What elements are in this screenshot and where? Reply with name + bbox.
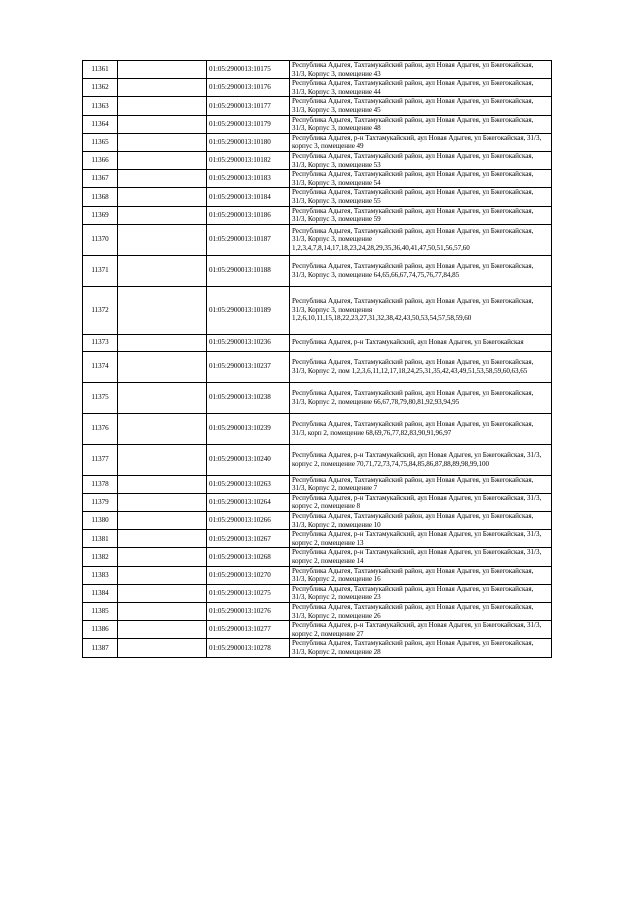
empty-cell xyxy=(118,475,207,493)
address-cell: Республика Адыгея, р-н Тахтамукайский, аул Новая Адыгея, ул Бжегокайская, 31/3, корпус 2, помещение 8 xyxy=(290,493,552,511)
address-cell: Республика Адыгея, Тахтамукайский район, аул Новая Адыгея, ул Бжегокайская, 31/3, Корпус 2, помещение 16 xyxy=(290,566,552,584)
cadastral-number-cell: 01:05:2900013:10267 xyxy=(207,530,290,548)
address-cell: Республика Адыгея, Тахтамукайский район, аул Новая Адыгея, ул Бжегокайская, 31/3, Корпус 3, помещение 45 xyxy=(290,97,552,115)
row-number-cell: 11382 xyxy=(83,548,118,566)
empty-cell xyxy=(118,639,207,657)
table-row xyxy=(83,351,552,382)
address-cell: Республика Адыгея, р-н Тахтамукайский, аул Новая Адыгея, ул Бжегокайская, 31/3, корпус 3, помещение 49 xyxy=(290,133,552,151)
empty-cell xyxy=(118,351,207,382)
row-number-cell: 11361 xyxy=(83,61,118,79)
row-number-cell: 11368 xyxy=(83,188,118,206)
address-cell: Республика Адыгея, Тахтамукайский район, аул Новая Адыгея, ул Бжегокайская, 31/3, Корпус 3, помещение 54 xyxy=(290,170,552,188)
address-cell: Республика Адыгея, Тахтамукайский район, аул Новая Адыгея, ул Бжегокайская, 31/3, Корпус 3, помещение 1,2,3,4,7,8,14,17,18,23,24,28,29,35,36,40,41,47,50,51,56,57,60 xyxy=(290,224,552,255)
empty-cell xyxy=(118,603,207,621)
cadastral-number-cell: 01:05:2900013:10270 xyxy=(207,566,290,584)
empty-cell xyxy=(118,170,207,188)
table-row xyxy=(83,584,552,602)
cadastral-number-cell: 01:05:2900013:10277 xyxy=(207,621,290,639)
empty-cell xyxy=(118,334,207,351)
row-number-cell: 11373 xyxy=(83,334,118,351)
row-number-cell: 11367 xyxy=(83,170,118,188)
row-number-cell: 11384 xyxy=(83,584,118,602)
cadastral-number-cell: 01:05:2900013:10239 xyxy=(207,413,290,444)
address-cell: Республика Адыгея, Тахтамукайский район, аул Новая Адыгея, ул Бжегокайская, 31/3, Корпус 3, помещение 43 xyxy=(290,61,552,79)
row-number-cell: 11362 xyxy=(83,79,118,97)
row-number-cell: 11364 xyxy=(83,115,118,133)
empty-cell xyxy=(118,255,207,286)
cadastral-number-cell: 01:05:2900013:10240 xyxy=(207,444,290,475)
row-number-cell: 11366 xyxy=(83,151,118,169)
empty-cell xyxy=(118,97,207,115)
registry-table-body xyxy=(83,61,552,658)
cadastral-number-cell: 01:05:2900013:10176 xyxy=(207,79,290,97)
cadastral-number-cell: 01:05:2900013:10266 xyxy=(207,512,290,530)
row-number-cell: 11387 xyxy=(83,639,118,657)
table-row xyxy=(83,475,552,493)
row-number-cell: 11375 xyxy=(83,382,118,413)
table-row xyxy=(83,188,552,206)
address-cell: Республика Адыгея, Тахтамукайский район, аул Новая Адыгея, ул Бжегокайская, 31/3, Корпус 2, помещение 10 xyxy=(290,512,552,530)
empty-cell xyxy=(118,493,207,511)
empty-cell xyxy=(118,621,207,639)
row-number-cell: 11381 xyxy=(83,530,118,548)
table-row xyxy=(83,548,552,566)
address-cell: Республика Адыгея, р-н Тахтамукайский, аул Новая Адыгея, ул Бжегокайская, 31/3, корпус 2, помещение 13 xyxy=(290,530,552,548)
empty-cell xyxy=(118,286,207,334)
cadastral-number-cell: 01:05:2900013:10184 xyxy=(207,188,290,206)
row-number-cell: 11369 xyxy=(83,206,118,224)
table-row xyxy=(83,255,552,286)
cadastral-number-cell: 01:05:2900013:10183 xyxy=(207,170,290,188)
cadastral-number-cell: 01:05:2900013:10182 xyxy=(207,151,290,169)
cadastral-number-cell: 01:05:2900013:10263 xyxy=(207,475,290,493)
cadastral-number-cell: 01:05:2900013:10177 xyxy=(207,97,290,115)
table-row xyxy=(83,413,552,444)
cadastral-number-cell: 01:05:2900013:10180 xyxy=(207,133,290,151)
table-row xyxy=(83,61,552,79)
address-cell: Республика Адыгея, Тахтамукайский район, аул Новая Адыгея, ул Бжегокайская, 31/3, Корпус 3, помещение 48 xyxy=(290,115,552,133)
row-number-cell: 11365 xyxy=(83,133,118,151)
table-row xyxy=(83,512,552,530)
row-number-cell: 11379 xyxy=(83,493,118,511)
address-cell: Республика Адыгея, Тахтамукайский район, аул Новая Адыгея, ул Бжегокайская, 31/3, Корпус 3, помещение 53 xyxy=(290,151,552,169)
row-number-cell: 11378 xyxy=(83,475,118,493)
address-cell: Республика Адыгея, Тахтамукайский район, аул Новая Адыгея, ул Бжегокайская, 31/3, Корпус 2, пом 1,2,3,6,11,12,17,18,24,25,31,35,42,43,49,51,53,58,59,60,63,65 xyxy=(290,351,552,382)
table-row xyxy=(83,493,552,511)
cadastral-number-cell: 01:05:2900013:10264 xyxy=(207,493,290,511)
empty-cell xyxy=(118,61,207,79)
empty-cell xyxy=(118,444,207,475)
row-number-cell: 11380 xyxy=(83,512,118,530)
address-cell: Республика Адыгея, Тахтамукайский район, аул Новая Адыгея, ул Бжегокайская, 31/3, Корпус 3, помещение 55 xyxy=(290,188,552,206)
table-row xyxy=(83,151,552,169)
empty-cell xyxy=(118,79,207,97)
table-row xyxy=(83,334,552,351)
table-row xyxy=(83,530,552,548)
table-row xyxy=(83,286,552,334)
cadastral-number-cell: 01:05:2900013:10238 xyxy=(207,382,290,413)
empty-cell xyxy=(118,188,207,206)
address-cell: Республика Адыгея, р-н Тахтамукайский, аул Новая Адыгея, ул Бжегокайская, 31/3, корпус 2, помещение 27 xyxy=(290,621,552,639)
cadastral-number-cell: 01:05:2900013:10275 xyxy=(207,584,290,602)
cadastral-number-cell: 01:05:2900013:10175 xyxy=(207,61,290,79)
row-number-cell: 11371 xyxy=(83,255,118,286)
empty-cell xyxy=(118,382,207,413)
table-row xyxy=(83,133,552,151)
table-row xyxy=(83,603,552,621)
empty-cell xyxy=(118,151,207,169)
cadastral-number-cell: 01:05:2900013:10237 xyxy=(207,351,290,382)
address-cell: Республика Адыгея, Тахтамукайский район, аул Новая Адыгея, ул Бжегокайская, 31/3, Корпус 2, помещение 26 xyxy=(290,603,552,621)
empty-cell xyxy=(118,512,207,530)
empty-cell xyxy=(118,413,207,444)
cadastral-number-cell: 01:05:2900013:10189 xyxy=(207,286,290,334)
address-cell: Республика Адыгея, Тахтамукайский район, аул Новая Адыгея, ул Бжегокайская, 31/3, Корпус 3, помещение 59 xyxy=(290,206,552,224)
registry-table xyxy=(82,60,552,658)
address-cell: Республика Адыгея, Тахтамукайский район, аул Новая Адыгея, ул Бжегокайская, 31/3, Корпус 3, помещения 1,2,6,10,11,15,18,22,23,27,31,32,38,42,43,50,53,54,57,58,59,60 xyxy=(290,286,552,334)
table-row xyxy=(83,621,552,639)
cadastral-number-cell: 01:05:2900013:10188 xyxy=(207,255,290,286)
cadastral-number-cell: 01:05:2900013:10236 xyxy=(207,334,290,351)
address-cell: Республика Адыгея, р-н Тахтамукайский, аул Новая Адыгея, ул Бжегокайская xyxy=(290,334,552,351)
address-cell: Республика Адыгея, Тахтамукайский район, аул Новая Адыгея, ул Бжегокайская, 31/3, Корпус 2, помещение 7 xyxy=(290,475,552,493)
table-row xyxy=(83,170,552,188)
address-cell: Республика Адыгея, Тахтамукайский район, аул Новая Адыгея, ул Бжегокайская, 31/3, Корпус 3, помещение 44 xyxy=(290,79,552,97)
empty-cell xyxy=(118,584,207,602)
row-number-cell: 11385 xyxy=(83,603,118,621)
row-number-cell: 11383 xyxy=(83,566,118,584)
table-row xyxy=(83,224,552,255)
row-number-cell: 11370 xyxy=(83,224,118,255)
row-number-cell: 11372 xyxy=(83,286,118,334)
cadastral-number-cell: 01:05:2900013:10278 xyxy=(207,639,290,657)
table-row xyxy=(83,97,552,115)
address-cell: Республика Адыгея, Тахтамукайский район, аул Новая Адыгея, ул Бжегокайская, 31/3, Корпус 3, помещение 64,65,66,67,74,75,76,77,84,85 xyxy=(290,255,552,286)
cadastral-number-cell: 01:05:2900013:10187 xyxy=(207,224,290,255)
table-row xyxy=(83,444,552,475)
empty-cell xyxy=(118,530,207,548)
table-row xyxy=(83,639,552,657)
row-number-cell: 11376 xyxy=(83,413,118,444)
table-row xyxy=(83,382,552,413)
table-row xyxy=(83,115,552,133)
row-number-cell: 11363 xyxy=(83,97,118,115)
address-cell: Республика Адыгея, Тахтамукайский район, аул Новая Адыгея, ул Бжегокайская, 31/3, Корпус 2, помещение 28 xyxy=(290,639,552,657)
row-number-cell: 11374 xyxy=(83,351,118,382)
empty-cell xyxy=(118,115,207,133)
empty-cell xyxy=(118,133,207,151)
cadastral-number-cell: 01:05:2900013:10179 xyxy=(207,115,290,133)
empty-cell xyxy=(118,566,207,584)
row-number-cell: 11386 xyxy=(83,621,118,639)
address-cell: Республика Адыгея, р-н Тахтамукайский, аул Новая Адыгея, ул Бжегокайская, 31/3, корпус 2, помещение 14 xyxy=(290,548,552,566)
empty-cell xyxy=(118,206,207,224)
address-cell: Республика Адыгея, Тахтамукайский район, аул Новая Адыгея, ул Бжегокайская, 31/3, корп 2, помещение 68,69,76,77,82,83,90,91,96,97 xyxy=(290,413,552,444)
cadastral-number-cell: 01:05:2900013:10186 xyxy=(207,206,290,224)
address-cell: Республика Адыгея, р-н Тахтамукайский, аул Новая Адыгея, ул Бжегокайская, 31/3, корпус 2, помещение 70,71,72,73,74,75,84,85,86,87,88,89,98,99,100 xyxy=(290,444,552,475)
row-number-cell: 11377 xyxy=(83,444,118,475)
cadastral-number-cell: 01:05:2900013:10276 xyxy=(207,603,290,621)
cadastral-number-cell: 01:05:2900013:10268 xyxy=(207,548,290,566)
address-cell: Республика Адыгея, Тахтамукайский район, аул Новая Адыгея, ул Бжегокайская, 31/3, Корпус 2, помещение 66,67,78,79,80,81,92,93,94,95 xyxy=(290,382,552,413)
table-row xyxy=(83,566,552,584)
table-row xyxy=(83,79,552,97)
table-row xyxy=(83,206,552,224)
empty-cell xyxy=(118,224,207,255)
address-cell: Республика Адыгея, Тахтамукайский район, аул Новая Адыгея, ул Бжегокайская, 31/3, Корпус 2, помещение 23 xyxy=(290,584,552,602)
empty-cell xyxy=(118,548,207,566)
